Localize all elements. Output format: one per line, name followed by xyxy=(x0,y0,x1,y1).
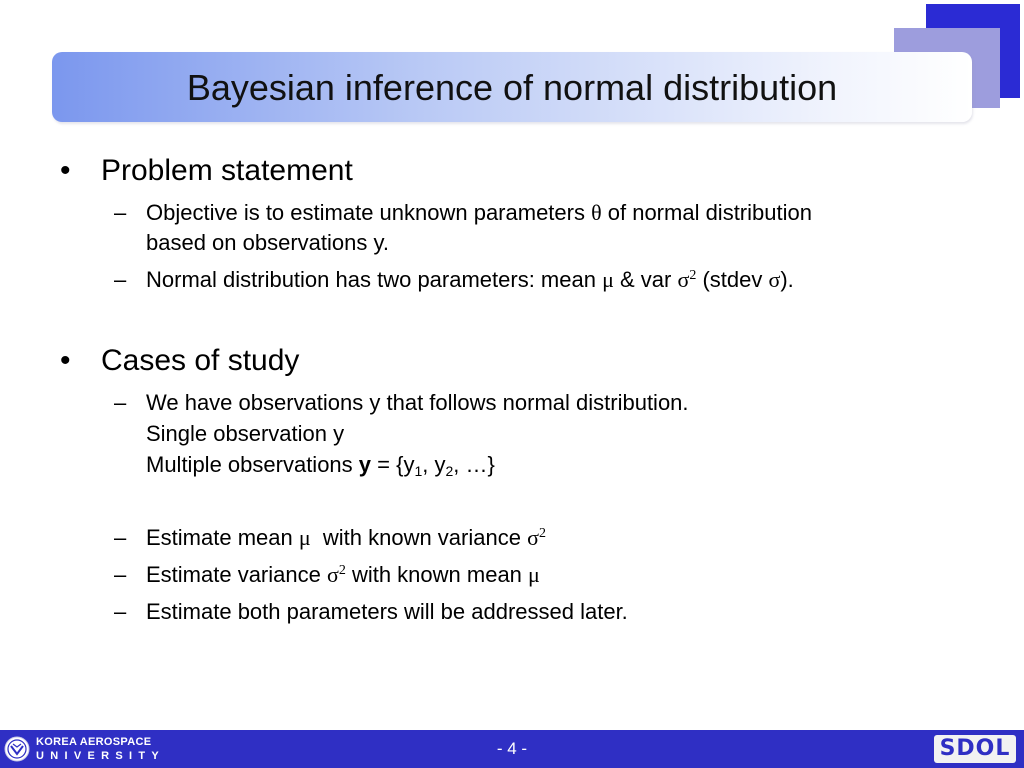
sub-bullet-marker: – xyxy=(114,525,127,550)
text-run: Estimate mean xyxy=(146,525,299,550)
mu-symbol: μ xyxy=(602,267,614,292)
text-run: (stdev xyxy=(696,267,769,292)
sub-bullet-estimate-mean xyxy=(146,523,546,553)
university-name-line2: UNIVERSITY xyxy=(36,750,166,762)
university-emblem-icon xyxy=(4,736,30,762)
text-run: ). xyxy=(780,267,794,292)
slide-title: Bayesian inference of normal distribution xyxy=(186,67,838,108)
superscript-2: 2 xyxy=(538,526,546,541)
sub-bullet-observations-line3 xyxy=(146,450,495,480)
page-number: - 4 - xyxy=(496,739,528,758)
bullet-heading: Cases of study xyxy=(101,344,300,377)
university-name-line1: KOREA AEROSPACE xyxy=(36,736,152,748)
bullet-marker: • xyxy=(60,154,71,187)
text-run: with known mean xyxy=(345,562,529,587)
sub-bullet-marker: – xyxy=(114,267,127,292)
sigma-symbol: σ xyxy=(768,267,781,292)
sub-bullet-objective-line1 xyxy=(146,198,812,228)
sub-bullet-marker: – xyxy=(114,599,127,624)
footer-bar xyxy=(0,730,1024,768)
text-run: & var xyxy=(613,267,678,292)
sub-bullet-observations-line1: We have observations y that follows normal distribution. xyxy=(146,390,689,415)
subscript-2: 2 xyxy=(445,463,454,479)
bullet-marker: • xyxy=(60,344,71,377)
text-run: , …} xyxy=(453,452,495,477)
sub-bullet-estimate-variance xyxy=(146,560,540,590)
sub-bullet-objective-line2: based on observations y. xyxy=(146,230,389,255)
text-run: Estimate variance xyxy=(146,562,327,587)
sigma-symbol: σ xyxy=(677,267,690,292)
text-run: with known variance xyxy=(310,525,528,550)
sub-bullet-marker: – xyxy=(114,200,127,225)
text-run: Multiple observations xyxy=(146,452,359,477)
bullet-heading: Problem statement xyxy=(101,154,353,187)
subscript-1: 1 xyxy=(414,463,423,479)
mu-symbol: μ xyxy=(528,562,540,587)
sub-bullet-parameters xyxy=(146,265,794,295)
mu-symbol: μ xyxy=(298,525,311,550)
sub-bullet-estimate-both: Estimate both parameters will be addressed later. xyxy=(146,599,628,624)
sub-bullet-marker: – xyxy=(114,390,127,415)
text-run: = {y xyxy=(371,452,415,477)
sub-bullet-observations-line2: Single observation y xyxy=(146,421,345,446)
sigma-symbol: σ xyxy=(326,562,339,587)
text-run: of normal distribution xyxy=(601,200,812,225)
text-run: , y xyxy=(422,452,446,477)
superscript-2: 2 xyxy=(689,268,697,283)
sigma-symbol: σ xyxy=(527,525,539,550)
text-run: Normal distribution has two parameters: mean xyxy=(146,267,603,292)
lab-logo: SDOL xyxy=(939,736,1011,761)
bold-y: y xyxy=(358,452,372,477)
text-run: Objective is to estimate unknown parameters xyxy=(146,200,592,225)
superscript-2: 2 xyxy=(338,563,346,578)
theta-symbol: θ xyxy=(591,200,602,225)
sub-bullet-marker: – xyxy=(114,562,127,587)
